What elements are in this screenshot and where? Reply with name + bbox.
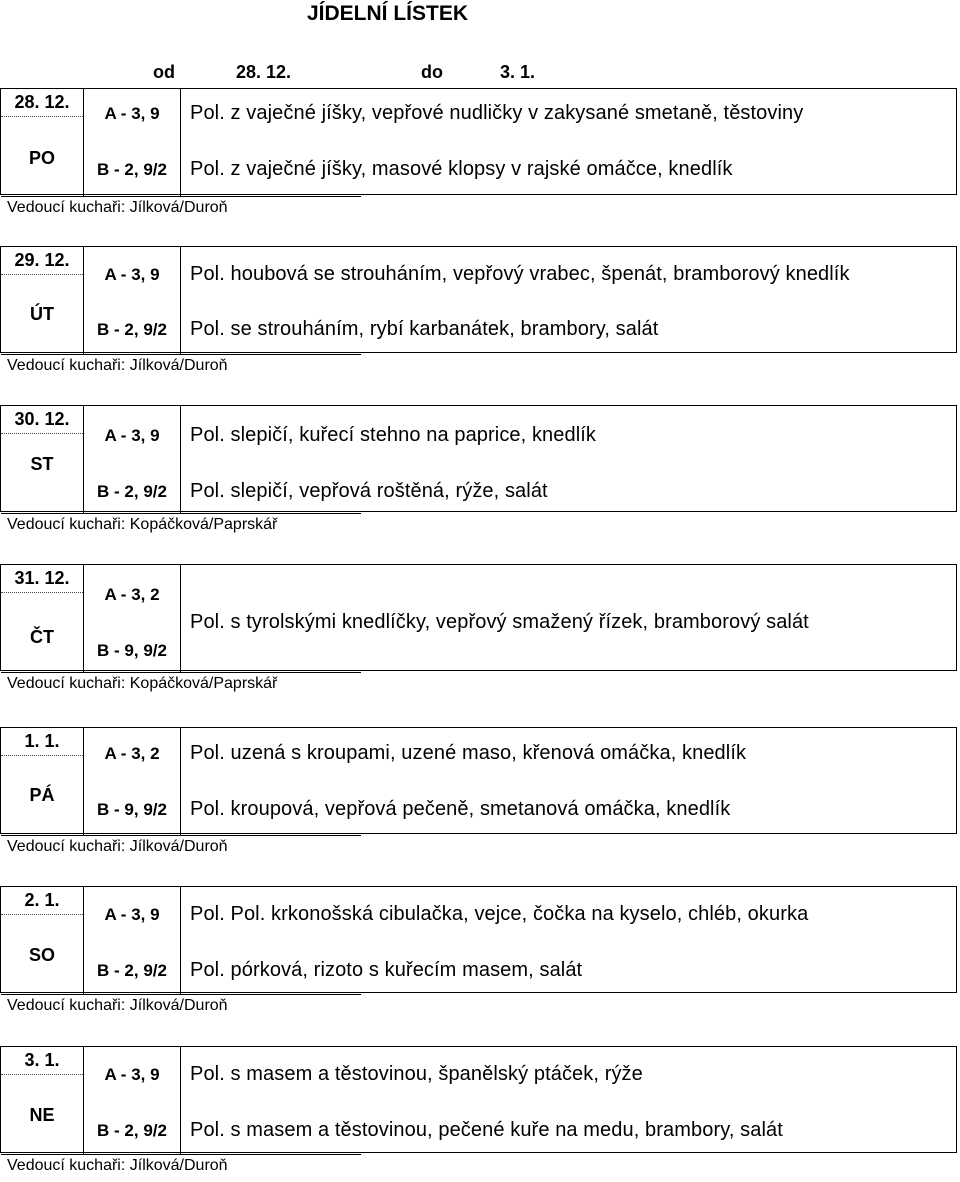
day-date: 1. 1. bbox=[1, 728, 83, 756]
meal-a-description: Pol. z vaječné jíšky, vepřové nudličky v zakysané smetaně, těstoviny bbox=[190, 102, 804, 124]
day-block-wednesday bbox=[0, 405, 957, 533]
day-date: 28. 12. bbox=[1, 89, 83, 117]
meal-a-code: A - 3, 2 bbox=[104, 585, 160, 604]
day-date: 29. 12. bbox=[1, 247, 83, 275]
day-date: 2. 1. bbox=[1, 887, 83, 915]
meal-b-code: B - 2, 9/2 bbox=[97, 961, 167, 980]
day-name: ST bbox=[30, 454, 54, 474]
chef-row bbox=[1, 1154, 361, 1176]
meal-a-code: A - 3, 9 bbox=[104, 426, 160, 445]
chef-row bbox=[1, 835, 361, 858]
day-date-column bbox=[1, 887, 84, 994]
chef-row bbox=[1, 672, 361, 695]
day-block-thursday bbox=[0, 564, 957, 692]
head-chefs: Vedoucí kuchaři: Jílková/Duroň bbox=[7, 838, 228, 855]
range-from-label: od bbox=[153, 62, 175, 82]
meal-b-description: Pol. kroupová, vepřová pečeně, smetanová omáčka, knedlík bbox=[190, 798, 731, 820]
date-range bbox=[0, 62, 960, 86]
chef-row bbox=[1, 354, 361, 377]
day-name: ČT bbox=[30, 627, 54, 647]
meal-b-description: Pol. z vaječné jíšky, masové klopsy v rajské omáčce, knedlík bbox=[190, 158, 733, 180]
meal-a-code: A - 3, 9 bbox=[104, 1065, 160, 1084]
head-chefs: Vedoucí kuchaři: Jílková/Duroň bbox=[7, 199, 228, 216]
meal-b-code: B - 9, 9/2 bbox=[97, 641, 167, 660]
meal-a-code: A - 3, 9 bbox=[104, 265, 160, 284]
day-block-tuesday bbox=[0, 246, 957, 374]
meal-b-description: Pol. se strouháním, rybí karbanátek, brambory, salát bbox=[190, 318, 659, 340]
meal-a-description: Pol. uzená s kroupami, uzené maso, křenová omáčka, knedlík bbox=[190, 742, 747, 764]
day-date-column bbox=[1, 89, 84, 196]
day-date-column bbox=[1, 247, 84, 354]
meal-b-code: B - 9, 9/2 bbox=[97, 800, 167, 819]
day-date: 3. 1. bbox=[1, 1047, 83, 1075]
meal-description: Pol. s tyrolskými knedlíčky, vepřový smažený řízek, bramborový salát bbox=[190, 611, 809, 633]
day-block-friday bbox=[0, 727, 957, 855]
meal-b-code: B - 2, 9/2 bbox=[97, 1121, 167, 1140]
day-block-monday bbox=[0, 88, 957, 216]
day-name: PO bbox=[28, 148, 55, 168]
meal-code-column bbox=[84, 89, 181, 196]
head-chefs: Vedoucí kuchaři: Jílková/Duroň bbox=[7, 1157, 228, 1174]
meal-a-description: Pol. Pol. krkonošská cibulačka, vejce, čočka na kyselo, chléb, okurka bbox=[190, 903, 809, 925]
meal-code-column bbox=[84, 887, 181, 994]
meal-code-column bbox=[84, 728, 181, 835]
meal-b-description: Pol. pórková, rizoto s kuřecím masem, salát bbox=[190, 959, 583, 981]
range-from-date: 28. 12. bbox=[236, 62, 292, 82]
head-chefs: Vedoucí kuchaři: Jílková/Duroň bbox=[7, 997, 228, 1014]
day-date-column bbox=[1, 406, 84, 513]
meal-code-column bbox=[84, 565, 181, 672]
meal-b-code: B - 2, 9/2 bbox=[97, 160, 167, 179]
meal-b-code: B - 2, 9/2 bbox=[97, 482, 167, 501]
day-name: SO bbox=[28, 945, 55, 965]
day-name: NE bbox=[29, 1105, 55, 1125]
day-date: 31. 12. bbox=[1, 565, 83, 593]
chef-row bbox=[1, 196, 361, 219]
day-block-sunday bbox=[0, 1046, 957, 1174]
head-chefs: Vedoucí kuchaři: Kopáčková/Paprskář bbox=[7, 675, 278, 692]
chef-row bbox=[1, 994, 361, 1017]
meal-b-description: Pol. slepičí, vepřová roštěná, rýže, salát bbox=[190, 480, 548, 502]
day-date: 30. 12. bbox=[1, 406, 83, 434]
meal-code-column bbox=[84, 247, 181, 354]
page-title: JÍDELNÍ LÍSTEK bbox=[306, 2, 469, 25]
meal-b-code: B - 2, 9/2 bbox=[97, 320, 167, 339]
meal-a-code: A - 3, 9 bbox=[104, 905, 160, 924]
head-chefs: Vedoucí kuchaři: Kopáčková/Paprskář bbox=[7, 516, 278, 533]
range-to-date: 3. 1. bbox=[500, 62, 536, 82]
meal-a-code: A - 3, 9 bbox=[104, 104, 160, 123]
day-date-column bbox=[1, 728, 84, 835]
meal-a-description: Pol. houbová se strouháním, vepřový vrabec, špenát, bramborový knedlík bbox=[190, 263, 850, 285]
day-name: PÁ bbox=[29, 785, 55, 805]
meal-a-description: Pol. slepičí, kuřecí stehno na paprice, knedlík bbox=[190, 424, 597, 446]
day-date-column bbox=[1, 1047, 84, 1154]
meal-code-column bbox=[84, 406, 181, 513]
head-chefs: Vedoucí kuchaři: Jílková/Duroň bbox=[7, 357, 228, 374]
day-block-saturday bbox=[0, 886, 957, 1014]
meal-code-column bbox=[84, 1047, 181, 1154]
chef-row bbox=[1, 513, 361, 536]
day-date-column bbox=[1, 565, 84, 672]
day-name: ÚT bbox=[30, 304, 54, 324]
meal-a-code: A - 3, 2 bbox=[104, 744, 160, 763]
meal-a-description: Pol. s masem a těstovinou, španělský ptáček, rýže bbox=[190, 1063, 643, 1085]
range-to-label: do bbox=[421, 62, 443, 82]
meal-b-description: Pol. s masem a těstovinou, pečené kuře na medu, brambory, salát bbox=[190, 1119, 783, 1141]
